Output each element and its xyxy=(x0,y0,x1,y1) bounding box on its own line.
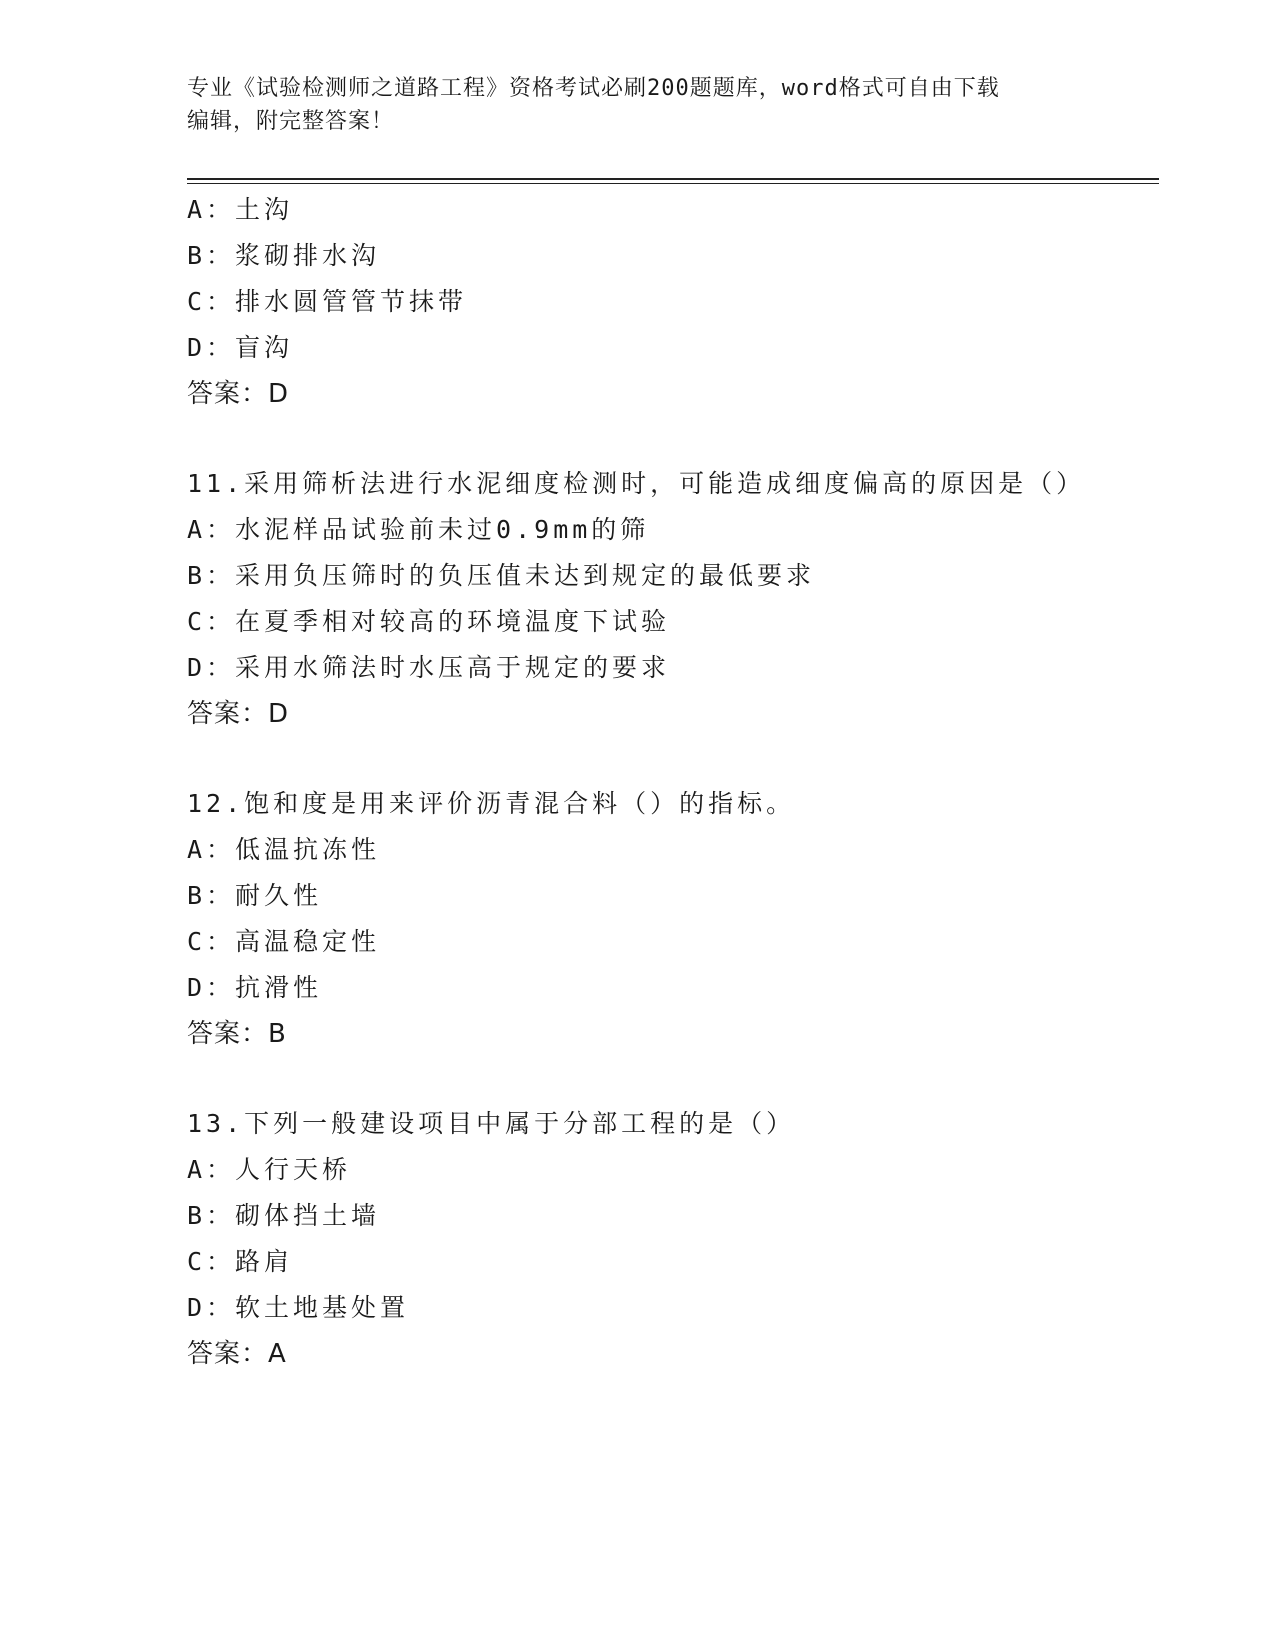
answer: 答案：D xyxy=(187,379,290,409)
option-c: C：高温稳定性 xyxy=(187,927,381,956)
header-divider-thick xyxy=(187,178,1159,180)
option-b: B：浆砌排水沟 xyxy=(187,241,381,270)
question-11 xyxy=(187,461,1147,737)
question-stem: 12.饱和度是用来评价沥青混合料（）的指标。 xyxy=(187,789,796,818)
option-a: A：土沟 xyxy=(187,195,294,224)
answer: 答案：A xyxy=(187,1339,287,1369)
answer: 答案：D xyxy=(187,699,290,729)
option-d: D：采用水筛法时水压高于规定的要求 xyxy=(187,653,671,682)
question-12 xyxy=(187,781,1147,1057)
option-c: C：排水圆管管节抹带 xyxy=(187,287,468,316)
question-stem: 11.采用筛析法进行水泥细度检测时，可能造成细度偏高的原因是（） xyxy=(187,469,1086,498)
previous-question-block xyxy=(187,187,1147,417)
option-c: C：在夏季相对较高的环境温度下试验 xyxy=(187,607,671,636)
option-a: A：水泥样品试验前未过0.9mm的筛 xyxy=(187,515,650,544)
header-title-line-1: 专业《试验检测师之道路工程》资格考试必刷200题题库，word格式可自由下载 xyxy=(187,76,1000,101)
question-stem: 13.下列一般建设项目中属于分部工程的是（） xyxy=(187,1109,796,1138)
document-header xyxy=(187,72,1087,138)
question-list xyxy=(187,187,1147,1377)
option-c: C：路肩 xyxy=(187,1247,294,1276)
option-b: B：砌体挡土墙 xyxy=(187,1201,381,1230)
option-b: B：耐久性 xyxy=(187,881,323,910)
option-a: A：人行天桥 xyxy=(187,1155,352,1184)
option-d: D：软土地基处置 xyxy=(187,1293,410,1322)
header-divider-thin xyxy=(187,183,1159,184)
answer: 答案：B xyxy=(187,1019,287,1049)
header-title-line-2: 编辑，附完整答案！ xyxy=(187,109,395,134)
option-d: D：抗滑性 xyxy=(187,973,323,1002)
option-d: D：盲沟 xyxy=(187,333,294,362)
question-13 xyxy=(187,1101,1147,1377)
option-a: A：低温抗冻性 xyxy=(187,835,381,864)
option-b: B：采用负压筛时的负压值未达到规定的最低要求 xyxy=(187,561,816,590)
